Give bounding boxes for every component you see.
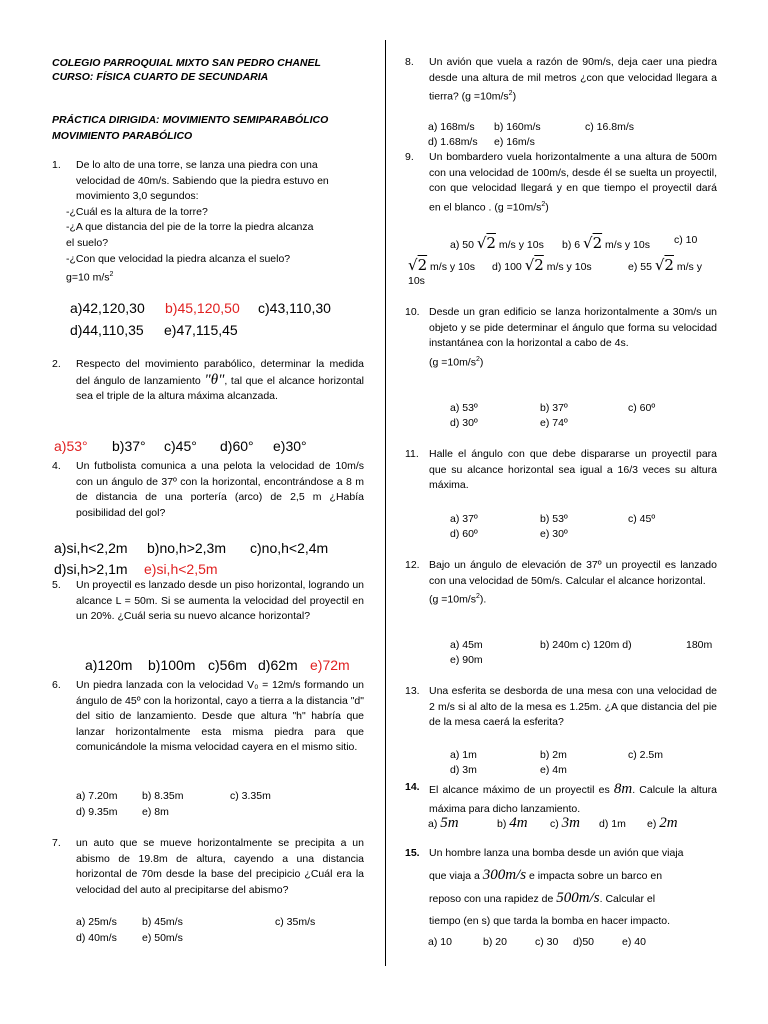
q11-option-c: c) 45º [628, 513, 656, 525]
q15-option-a: a) 10 [428, 936, 452, 948]
q15-option-d: d)50 [573, 936, 595, 948]
q8-option-b: b) 160m/s [494, 121, 541, 133]
q10-option-d: d) 30º [450, 417, 478, 429]
option-value: 4m [509, 815, 528, 831]
q5-option-c: c)56m [208, 657, 247, 673]
q5-option-d: d)62m [258, 657, 298, 673]
gravity-note: (g =10m/s [429, 593, 476, 606]
q1-line: movimiento 3,0 segundos: [76, 190, 199, 203]
option-value: 3m [561, 815, 581, 831]
q11-option-e: e) 30º [540, 528, 568, 540]
question-15 [405, 842, 717, 932]
question-number: 15. [405, 847, 420, 859]
q15-option-b: b) 20 [483, 936, 507, 948]
q14-option-b [497, 815, 528, 832]
q2-text: , tal que el alcance horizontal sea el triple de la altura máxima alcanzada. [76, 374, 364, 403]
q2-option-d: d)60° [220, 438, 254, 454]
superscript: 2 [541, 200, 546, 208]
sqrt-symbol: √2 [583, 234, 603, 252]
q14-text: El alcance máximo de un proyectil es [429, 784, 614, 796]
superscript: 2 [508, 90, 513, 98]
q6-text: Un piedra lanzada con la velocidad V₀ = 12m/s formando un ángulo de 45º con la horizontal, cayo a tierra a la distancia "d" del sitio de lanzamiento. Desde que altura "h" habría que lanzar horizontalmente esta misma piedra para que comunicándole la misma velocidad cayera en el mismo sitio. [76, 679, 364, 754]
option-label: d) 100 [492, 261, 522, 273]
question-number: 12. [405, 559, 420, 571]
sqrt-symbol: √2 [524, 256, 544, 274]
q2-option-e: e)30° [273, 438, 307, 454]
q9-option-c-cont [408, 256, 475, 274]
question-number: 10. [405, 306, 420, 318]
q7-option-b: b) 45m/s [142, 916, 183, 928]
gravity-note: (g =10m/s [429, 356, 476, 369]
q1-line: -¿Con que velocidad la piedra alcanza el suelo? [66, 252, 291, 265]
q2-option-c: c)45° [164, 438, 197, 454]
q6-option-e: e) 8m [142, 806, 169, 818]
question-number: 8. [405, 56, 414, 68]
q7-option-a: a) 25m/s [76, 916, 117, 928]
radicand: 2 [664, 256, 674, 274]
q10-text: Desde un gran edificio se lanza horizontalmente a 30m/s un objeto y se pide determinar el ángulo que forma su velocidad instantánea con la horizontal a cabo de 4s. [429, 306, 717, 350]
q15-value: 300m/s [482, 867, 527, 883]
superscript: 2 [109, 271, 114, 279]
q9-text: Un bombardero vuela horizontalmente a una altura de 500m con una velocidad de 100m/s, desde él se suelta un proyectil, con que velocidad llegará y en que tiempo el proyectil dará en el blanco . (g =10m/s [429, 151, 717, 214]
q8-text: Un avión que vuela a razón de 90m/s, deja caer una piedra desde una altura de mil metros ¿con que velocidad llegara a tierra? (g =10m/s [429, 56, 717, 103]
option-value: 2m [659, 815, 678, 831]
q1-line: g=10 m/s [66, 271, 110, 284]
q4-option-d: d)si,h>2,1m [54, 561, 128, 577]
sqrt-symbol: √2 [408, 256, 428, 274]
course-name: CURSO: FÍSICA CUARTO DE SECUNDARIA [52, 71, 269, 83]
q15-line: Un hombre lanza una bomba desde un avión que viaja [429, 847, 684, 859]
q6-option-a: a) 7.20m [76, 790, 118, 802]
q5-option-a: a)120m [85, 657, 133, 673]
q15-text: que viaja a [429, 870, 483, 882]
question-2 [52, 357, 364, 405]
option-label: c) [550, 818, 559, 830]
option-text: m/s y 10s [543, 261, 592, 273]
q5-option-e: e)72m [310, 657, 350, 673]
q1-option-e: e)47,115,45 [164, 322, 238, 338]
q4-option-c: c)no,h<2,4m [250, 540, 329, 556]
q14-option-a [428, 815, 459, 832]
gravity-note-end: ). [479, 593, 487, 606]
q15-text: e impacta sobre un barco en [526, 870, 663, 882]
q8-option-a: a) 168m/s [428, 121, 475, 133]
option-label: b) [497, 818, 507, 830]
q10-option-e: e) 74º [540, 417, 568, 429]
q13-option-c: c) 2.5m [628, 749, 664, 761]
radicand: 2 [486, 234, 496, 252]
school-name: COLEGIO PARROQUIAL MIXTO SAN PEDRO CHANEL [52, 57, 321, 69]
question-5 [52, 578, 364, 625]
q13-option-b: b) 2m [540, 749, 567, 761]
q15-line: tiempo (en s) que tarda la bomba en hacer impacto. [429, 915, 671, 927]
q9-option-b [562, 234, 650, 252]
column-divider [385, 40, 386, 966]
q13-option-d: d) 3m [450, 764, 477, 776]
q1-line: -¿Cuál es la altura de la torre? [66, 205, 208, 218]
q9-option-c: c) 10 [674, 234, 698, 246]
q7-option-d: d) 40m/s [76, 932, 117, 944]
question-8 [405, 55, 717, 105]
q6-option-d: d) 9.35m [76, 806, 118, 818]
q10-option-b: b) 37º [540, 402, 568, 414]
gravity-note-end: ) [479, 356, 484, 369]
q1-line: De lo alto de una torre, se lanza una piedra con una [76, 159, 318, 171]
radicand: 2 [592, 234, 603, 252]
q11-text: Halle el ángulo con que debe dispararse un proyectil para que su alcance horizontal sea igual a 16/3 veces su altura máxima. [429, 448, 717, 492]
option-text: m/s y [673, 261, 702, 273]
question-7 [52, 836, 364, 898]
q15-text: . Calcular el [599, 893, 656, 905]
q10-option-c: c) 60º [628, 402, 656, 414]
q10-option-a: a) 53º [450, 402, 478, 414]
question-number: 14. [405, 781, 420, 793]
q9-option-e [628, 256, 702, 274]
question-12 [405, 558, 717, 608]
q1-option-c: c)43,110,30 [258, 300, 331, 316]
q13-text: Una esferita se desborda de una mesa con una velocidad de 2 m/s si al alto de la mesa es 1.25m. ¿A que distancia del pie de la mesa caerá la esferita? [429, 685, 717, 729]
q1-line: velocidad de 40m/s. Sabiendo que la piedra estuvo en [76, 174, 329, 187]
question-4 [52, 459, 364, 521]
option-label: e) 55 [628, 261, 652, 273]
q9-option-a [450, 234, 544, 252]
q12-option-bcd: b) 240m c) 120m d) [540, 639, 632, 651]
question-number: 4. [52, 460, 61, 472]
option-text: m/s y 10s [495, 239, 544, 251]
q4-option-a: a)si,h<2,2m [54, 540, 128, 556]
q14-text: . Calcule la altura máxima para dicho lanzamiento. [429, 784, 718, 815]
q4-option-b: b)no,h>2,3m [147, 540, 226, 556]
question-number: 13. [405, 685, 420, 697]
q13-option-e: e) 4m [540, 764, 567, 776]
superscript: 2 [475, 593, 480, 601]
question-number: 9. [405, 151, 414, 163]
q2-option-a: a)53° [54, 438, 88, 454]
question-13 [405, 684, 717, 731]
q15-option-c: c) 30 [535, 936, 559, 948]
q14-option-e [647, 815, 678, 832]
question-number: 11. [405, 448, 419, 460]
q11-option-a: a) 37º [450, 513, 478, 525]
option-label: b) 6 [562, 239, 581, 251]
q7-option-c: c) 35m/s [275, 916, 316, 928]
q4-option-e: e)si,h<2,5m [144, 561, 218, 577]
q9-option-d [492, 256, 592, 274]
q12-text: Bajo un ángulo de elevación de 37º un proyectil es lanzado con una velocidad de 50m/s. Calcular el alcance horizontal. [429, 559, 717, 587]
option-value: 5m [440, 815, 459, 831]
q12-option-e: e) 90m [450, 654, 483, 666]
q8-text-end: ) [512, 90, 517, 103]
theta-symbol: "θ" [204, 371, 225, 388]
q5-text: Un proyectil es lanzado desde un piso horizontal, logrando un alcance L = 50m. Si se aumenta la velocidad del proyectil en un 20%. ¿Cuál seria su nuevo alcance horizontal? [76, 579, 364, 623]
topic-title: MOVIMIENTO PARABÓLICO [52, 130, 193, 142]
question-10 [405, 305, 717, 371]
q8-option-d: d) 1.68m/s [428, 136, 478, 148]
q1-option-d: d)44,110,35 [70, 322, 144, 338]
q1-line: -¿A que distancia del pie de la torre la piedra alcanza [66, 221, 314, 234]
q14-value: 8m [613, 781, 633, 797]
radicand: 2 [534, 256, 544, 274]
q1-option-b: b)45,120,50 [165, 300, 240, 316]
question-6 [52, 678, 364, 756]
radicand: 2 [417, 256, 428, 274]
q11-option-b: b) 53º [540, 513, 568, 525]
option-text: m/s y 10s [602, 239, 650, 251]
q7-option-e: e) 50m/s [142, 932, 183, 944]
question-11 [405, 447, 717, 494]
sqrt-symbol: √2 [476, 234, 496, 252]
option-label: e) [647, 818, 657, 830]
q14-option-c [550, 815, 580, 832]
question-number: 2. [52, 358, 61, 370]
question-9 [405, 150, 717, 216]
option-text: m/s y 10s [427, 261, 475, 273]
question-number: 5. [52, 579, 61, 591]
q1-option-a: a)42,120,30 [70, 300, 145, 316]
q2-text: Respecto del movimiento parabólico, determinar la medida del ángulo de lanzamiento [76, 358, 364, 387]
q15-option-e: e) 40 [622, 936, 646, 948]
q4-text: Un futbolista comunica a una pelota la velocidad de 10m/s con un ángulo de 37º con la horizontal, encontrándose a 8 m de distancia de una portería (arco) de 2,5 m ¿Había posibilidad del gol? [76, 460, 364, 519]
q7-text: un auto que se mueve horizontalmente se precipita a un abismo de 19.8m de altura, cayendo a una distancia horizontal de 70m desde la base del precipicio ¿Cuál era la velocidad del auto al precipitarse del abismo? [76, 837, 364, 896]
q2-option-b: b)37° [112, 438, 146, 454]
q15-text: reposo con una rapidez de [429, 893, 557, 905]
q11-option-d: d) 60º [450, 528, 478, 540]
option-label: a) 50 [450, 239, 474, 251]
question-number: 7. [52, 837, 61, 849]
q6-option-c: c) 3.35m [230, 790, 271, 802]
practice-title: PRÁCTICA DIRIGIDA: MOVIMIENTO SEMIPARABÓLICO [52, 114, 329, 126]
sqrt-symbol: √2 [654, 256, 674, 274]
q9-text-end: ) [545, 201, 549, 214]
q6-option-b: b) 8.35m [142, 790, 184, 802]
q5-option-b: b)100m [148, 657, 196, 673]
q14-option-d: d) 1m [599, 818, 626, 830]
q15-value: 500m/s [556, 890, 600, 906]
option-label: a) [428, 818, 438, 830]
q8-option-e: e) 16m/s [494, 136, 535, 148]
q9-option-tail: 10s [408, 275, 425, 287]
q1-line: el suelo? [66, 236, 109, 249]
question-14 [405, 780, 717, 819]
question-number: 1. [52, 159, 61, 171]
q12-option-d-value: 180m [686, 639, 713, 651]
question-1 [52, 158, 364, 286]
q12-option-a: a) 45m [450, 639, 483, 651]
q8-option-c: c) 16.8m/s [585, 121, 635, 133]
superscript: 2 [475, 355, 480, 363]
question-number: 6. [52, 679, 61, 691]
q13-option-a: a) 1m [450, 749, 477, 761]
